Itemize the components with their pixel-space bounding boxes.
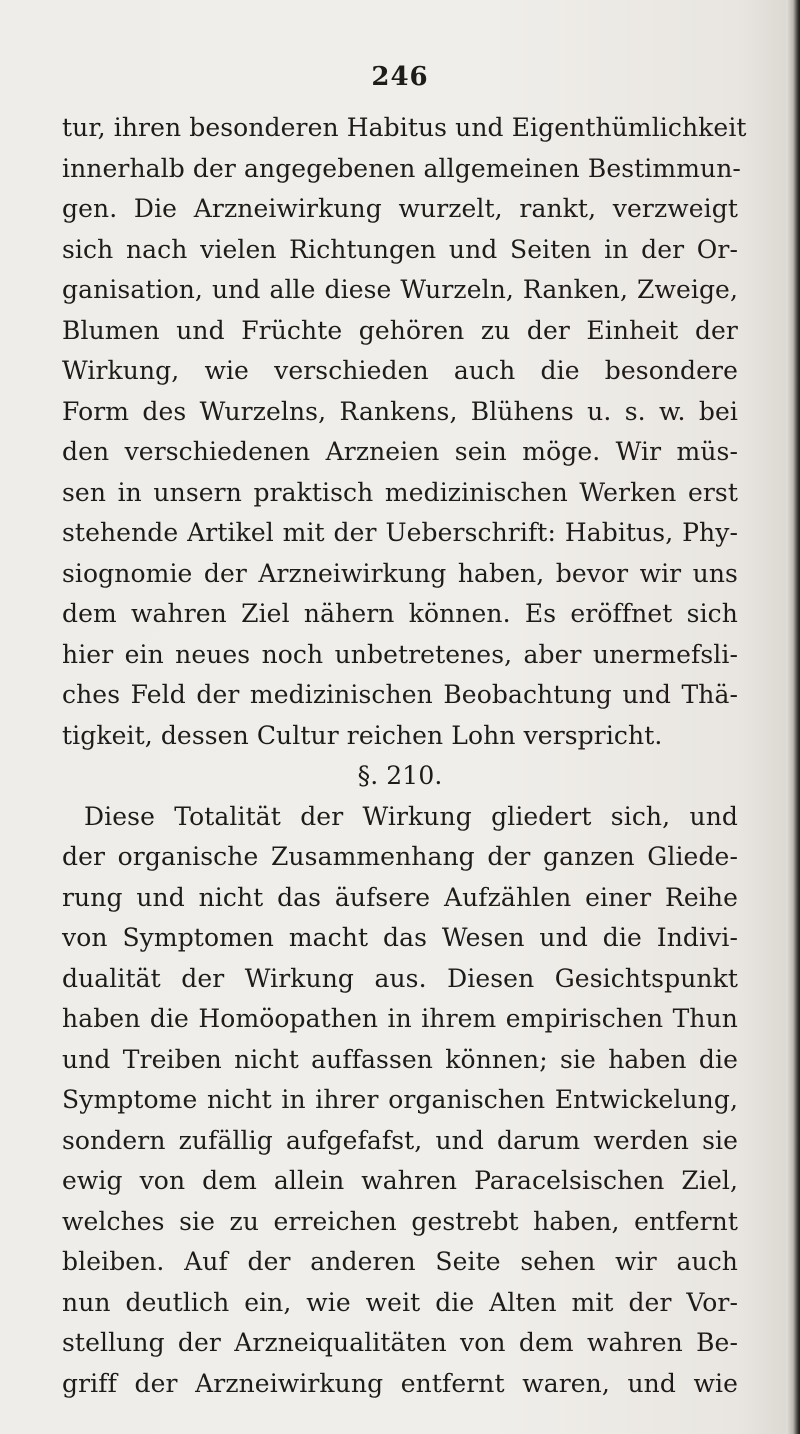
text-line: griff der Arzneiwirkung entfernt waren, und wie: [62, 1368, 738, 1398]
text-line: Blumen und Früchte gehören zu der Einheit der: [62, 315, 738, 345]
text-line: sondern zufällig aufgefafst, und darum werden sie: [62, 1125, 738, 1155]
text-line: rung und nicht das äufsere Aufzählen einer Reihe: [62, 882, 738, 912]
text-line: tur, ihren besonderen Habitus und Eigenthümlichkeit: [62, 113, 747, 142]
text-line: Form des Wurzelns, Rankens, Blühens u. s. w. bei: [62, 396, 738, 426]
text-line: der organische Zusammenhang der ganzen Gliede-: [62, 842, 738, 871]
text-line: ches Feld der medizinischen Beobachtung und Thä-: [62, 680, 738, 709]
text-line: dem wahren Ziel nähern können. Es eröffnet sich: [62, 599, 738, 628]
text-line: stellung der Arzneiqualitäten von dem wahren Be-: [62, 1328, 738, 1357]
body-text: [62, 108, 747, 1404]
text-line: sen in unsern praktisch medizinischen Werken erst: [62, 477, 738, 507]
text-line: nun deutlich ein, wie weit die Alten mit der Vor-: [62, 1287, 738, 1317]
text-line: ganisation, und alle diese Wurzeln, Ranken, Zweige,: [62, 275, 738, 304]
text-line: gen. Die Arzneiwirkung wurzelt, rankt, verzweigt: [62, 194, 738, 223]
text-line: ewig von dem allein wahren Paracelsischen Ziel,: [62, 1166, 738, 1195]
text-line: den verschiedenen Arzneien sein möge. Wir müs-: [62, 437, 738, 466]
text-line: von Symptomen macht das Wesen und die Indivi-: [62, 923, 738, 952]
text-line: siognomie der Arzneiwirkung haben, bevor wir uns: [62, 558, 738, 588]
text-line: bleiben. Auf der anderen Seite sehen wir auch: [62, 1247, 738, 1276]
text-line: hier ein neues noch unbetretenes, aber unermefsli-: [62, 639, 738, 669]
text-line: sich nach vielen Richtungen und Seiten in der Or-: [62, 234, 738, 264]
page-number: 246: [371, 62, 429, 92]
text-line: und Treiben nicht auffassen können; sie haben die: [62, 1044, 738, 1074]
text-line: haben die Homöopathen in ihrem empirischen Thun: [62, 1004, 738, 1033]
text-line: innerhalb der angegebenen allgemeinen Bestimmun-: [62, 153, 741, 183]
text-line: Diese Totalität der Wirkung gliedert sich, und: [84, 801, 738, 831]
section-heading: §. 210.: [357, 761, 443, 790]
page-edge-shadow: [786, 0, 800, 1434]
text-line: Symptome nicht in ihrer organischen Entwickelung,: [62, 1085, 738, 1114]
text-line: tigkeit, dessen Cultur reichen Lohn verspricht.: [62, 720, 663, 750]
text-line: welches sie zu erreichen gestrebt haben, entfernt: [62, 1206, 738, 1236]
text-line: Wirkung, wie verschieden auch die besondere: [62, 356, 738, 385]
text-line: stehende Artikel mit der Ueberschrift: Habitus, Phy-: [62, 518, 738, 547]
text-line: dualität der Wirkung aus. Diesen Gesichtspunkt: [62, 963, 738, 993]
